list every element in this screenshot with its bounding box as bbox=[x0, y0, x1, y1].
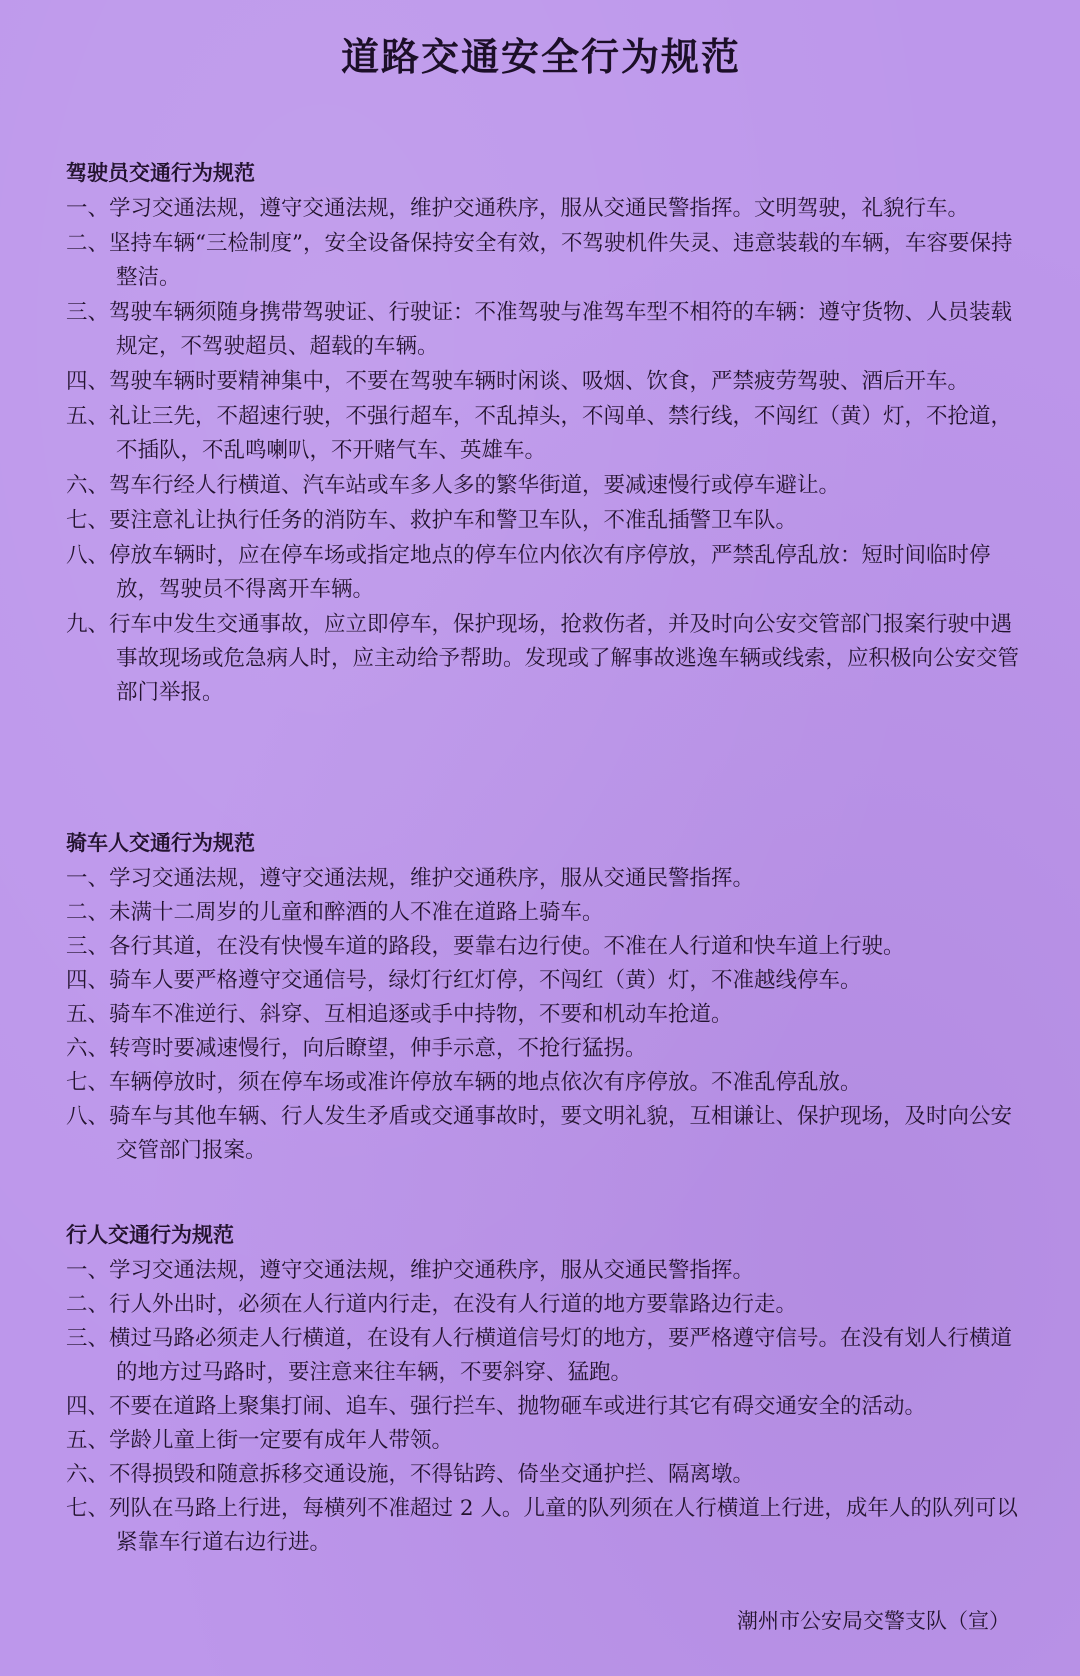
rule-text: 坚持车辆“三检制度”，安全设备保持安全有效，不驾驶机件失灵、违意装载的车辆，车容要保持整洁。 bbox=[109, 231, 1013, 290]
rule-number: 二、 bbox=[66, 900, 110, 925]
rule-item bbox=[66, 1066, 1030, 1100]
rule-item bbox=[66, 469, 1030, 503]
rule-item bbox=[66, 1288, 1030, 1322]
rule-item bbox=[66, 400, 1030, 468]
rule-text: 不得损毁和随意拆移交通设施，不得钻跨、倚坐交通护拦、隔离墩。 bbox=[109, 1462, 755, 1487]
rule-item bbox=[66, 1322, 1030, 1390]
rule-text: 不要在道路上聚集打闹、追车、强行拦车、抛物砸车或进行其它有碍交通安全的活动。 bbox=[109, 1394, 927, 1419]
rule-number: 六、 bbox=[66, 1036, 110, 1061]
rule-text: 学习交通法规，遵守交通法规，维护交通秩序，服从交通民警指挥。文明驾驶，礼貌行车。 bbox=[109, 196, 970, 221]
rule-number: 四、 bbox=[66, 369, 110, 394]
rule-number: 五、 bbox=[66, 1428, 110, 1453]
rule-item bbox=[66, 504, 1030, 538]
rule-item bbox=[66, 862, 1030, 896]
rule-item bbox=[66, 1458, 1030, 1492]
rule-text: 要注意礼让执行任务的消防车、救护车和警卫车队，不准乱插警卫车队。 bbox=[109, 508, 798, 533]
rule-text: 停放车辆时，应在停车场或指定地点的停车位内依次有序停放，严禁乱停乱放：短时间临时停放，驾驶员不得离开车辆。 bbox=[109, 543, 991, 602]
rule-text: 未满十二周岁的儿童和醉酒的人不准在道路上骑车。 bbox=[109, 900, 604, 925]
rule-number: 三、 bbox=[66, 1326, 110, 1351]
rule-number: 八、 bbox=[66, 543, 110, 568]
rule-number: 七、 bbox=[66, 1070, 110, 1095]
rule-number: 二、 bbox=[66, 1292, 110, 1317]
section-heading: 行人交通行为规范 bbox=[66, 1222, 234, 1247]
section-cyclist-rules bbox=[66, 826, 1030, 1168]
rule-text: 车辆停放时，须在停车场或准许停放车辆的地点依次有序停放。不准乱停乱放。 bbox=[109, 1070, 862, 1095]
rule-text: 骑车与其他车辆、行人发生矛盾或交通事故时，要文明礼貌，互相谦让、保护现场，及时向公安交管部门报案。 bbox=[109, 1104, 1013, 1163]
rule-text: 行人外出时，必须在人行道内行走，在没有人行道的地方要靠路边行走。 bbox=[109, 1292, 798, 1317]
rule-item bbox=[66, 1390, 1030, 1424]
rule-text: 行车中发生交通事故，应立即停车，保护现场，抢救伤者，并及时向公安交管部门报案行驶中遇事故现场或危急病人时，应主动给予帮助。发现或了解事故逃逸车辆或线索，应积极向公安交管部门举报。 bbox=[109, 612, 1020, 705]
rule-item bbox=[66, 1424, 1030, 1458]
rule-text: 骑车不准逆行、斜穿、互相追逐或手中持物，不要和机动车抢道。 bbox=[109, 1002, 733, 1027]
rule-number: 六、 bbox=[66, 1462, 110, 1487]
rule-item bbox=[66, 365, 1030, 399]
rule-item bbox=[66, 1032, 1030, 1066]
rule-text: 学习交通法规，遵守交通法规，维护交通秩序，服从交通民警指挥。 bbox=[109, 1258, 755, 1283]
rule-number: 八、 bbox=[66, 1104, 110, 1129]
page-title: 道路交通安全行为规范 bbox=[340, 34, 741, 79]
rule-item bbox=[66, 227, 1030, 295]
section-driver-rules bbox=[66, 156, 1030, 711]
rule-item bbox=[66, 930, 1030, 964]
rule-text: 礼让三先，不超速行驶，不强行超车，不乱掉头，不闯单、禁行线，不闯红（黄）灯，不抢道，不插队，不乱鸣喇叭，不开赌气车、英雄车。 bbox=[109, 404, 1013, 463]
rule-number: 二、 bbox=[66, 231, 110, 256]
rule-list bbox=[66, 192, 1030, 710]
rule-item bbox=[66, 296, 1030, 364]
rule-item bbox=[66, 896, 1030, 930]
rule-list bbox=[66, 1254, 1030, 1560]
rule-text: 转弯时要减速慢行，向后瞭望，伸手示意，不抢行猛拐。 bbox=[109, 1036, 647, 1061]
section-heading: 驾驶员交通行为规范 bbox=[66, 160, 255, 185]
rule-text: 横过马路必须走人行横道，在设有人行横道信号灯的地方，要严格遵守信号。在没有划人行横道的地方过马路时，要注意来往车辆，不要斜穿、猛跑。 bbox=[109, 1326, 1013, 1385]
rule-text: 学习交通法规，遵守交通法规，维护交通秩序，服从交通民警指挥。 bbox=[109, 866, 755, 891]
rule-list bbox=[66, 862, 1030, 1168]
rule-text: 列队在马路上行进，每横列不准超过 2 人。儿童的队列须在人行横道上行进，成年人的队列可以紧靠车行道右边行进。 bbox=[109, 1496, 1018, 1555]
rule-item bbox=[66, 1492, 1030, 1560]
rule-item bbox=[66, 1254, 1030, 1288]
rule-number: 四、 bbox=[66, 968, 110, 993]
rule-item bbox=[66, 998, 1030, 1032]
issuer-footer: 潮州市公安局交警支队（宣） bbox=[737, 1609, 1010, 1633]
rule-number: 七、 bbox=[66, 1496, 110, 1521]
rule-number: 九、 bbox=[66, 612, 110, 637]
rule-number: 一、 bbox=[66, 866, 110, 891]
rule-item bbox=[66, 1100, 1030, 1168]
rule-number: 一、 bbox=[66, 196, 110, 221]
rule-number: 一、 bbox=[66, 1258, 110, 1283]
rule-text: 各行其道，在没有快慢车道的路段，要靠右边行使。不准在人行道和快车道上行驶。 bbox=[109, 934, 905, 959]
rule-text: 学龄儿童上街一定要有成年人带领。 bbox=[109, 1428, 454, 1453]
rule-number: 三、 bbox=[66, 300, 110, 325]
rule-text: 驾驶车辆须随身携带驾驶证、行驶证：不准驾驶与准驾车型不相符的车辆：遵守货物、人员装载规定，不驾驶超员、超载的车辆。 bbox=[109, 300, 1013, 359]
rule-item bbox=[66, 192, 1030, 226]
section-heading: 骑车人交通行为规范 bbox=[66, 830, 255, 855]
rule-item bbox=[66, 539, 1030, 607]
rule-number: 三、 bbox=[66, 934, 110, 959]
rule-number: 五、 bbox=[66, 404, 110, 429]
rule-text: 驾驶车辆时要精神集中，不要在驾驶车辆时闲谈、吸烟、饮食，严禁疲劳驾驶、酒后开车。 bbox=[109, 369, 970, 394]
rule-item bbox=[66, 964, 1030, 998]
rule-item bbox=[66, 608, 1030, 710]
section-pedestrian-rules bbox=[66, 1218, 1030, 1560]
rule-number: 七、 bbox=[66, 508, 110, 533]
rule-text: 驾车行经人行横道、汽车站或车多人多的繁华街道，要减速慢行或停车避让。 bbox=[109, 473, 841, 498]
rule-number: 六、 bbox=[66, 473, 110, 498]
rule-number: 四、 bbox=[66, 1394, 110, 1419]
rule-number: 五、 bbox=[66, 1002, 110, 1027]
rule-text: 骑车人要严格遵守交通信号，绿灯行红灯停，不闯红（黄）灯，不准越线停车。 bbox=[109, 968, 862, 993]
